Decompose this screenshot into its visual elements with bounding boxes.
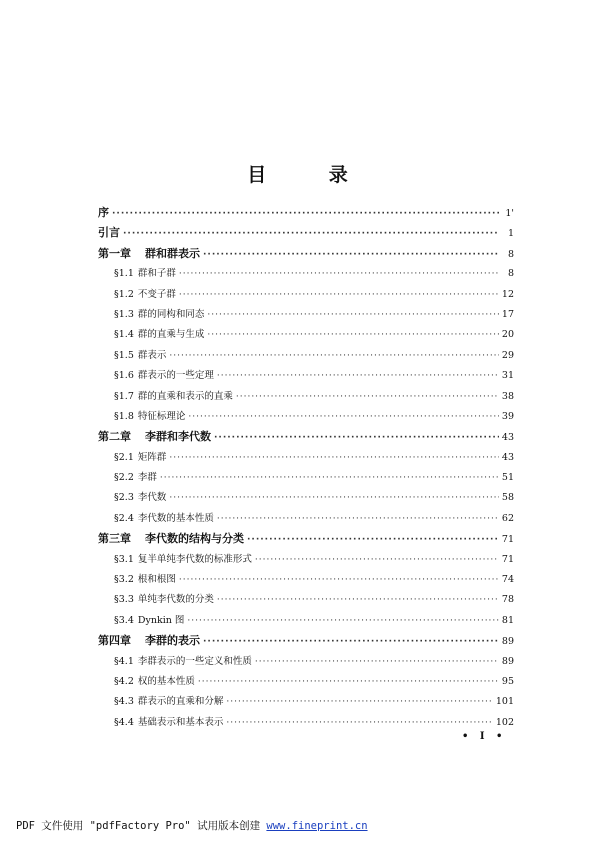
- toc-leader-dots: [247, 535, 499, 545]
- toc-entry-page: 89: [501, 655, 514, 667]
- toc-entry-title: 群和群表示: [145, 246, 200, 260]
- toc-leader-dots: [217, 595, 499, 605]
- toc-leader-dots: [198, 677, 499, 687]
- toc-entry-page: 12: [501, 288, 514, 300]
- toc-entry-page: 1': [505, 208, 514, 219]
- toc-entry-title: 特征标理论: [137, 410, 186, 422]
- toc-chapter-row[interactable]: [98, 428, 514, 448]
- toc-leader-dots: [179, 269, 499, 279]
- toc-chapter-row[interactable]: [98, 245, 514, 265]
- toc-section-row[interactable]: [98, 673, 514, 693]
- toc-leader-dots: [226, 718, 492, 728]
- toc-entry-page: 43: [501, 432, 514, 444]
- toc-entry-title: 李群表示的一些定义和性质: [137, 655, 252, 667]
- toc-entry-title: 不变子群: [137, 288, 176, 300]
- toc-entry-title: 群的直乘和表示的直乘: [137, 390, 233, 402]
- toc-leader-dots: [236, 392, 499, 402]
- toc-entry-title: 李代数的结构与分类: [145, 532, 244, 546]
- toc-entry-title: 序: [98, 206, 109, 219]
- toc-entry-title: 群表示的直乘和分解: [137, 696, 224, 708]
- toc-entry-title: 李代数的基本性质: [137, 512, 214, 524]
- toc-entry-page: 17: [501, 308, 514, 320]
- toc-entry-number: §2.3: [114, 492, 134, 504]
- toc-entry-number: §3.4: [114, 614, 134, 626]
- toc-entry-title: 群和子群: [137, 268, 176, 280]
- toc-entry-number: §3.1: [114, 553, 134, 565]
- toc-entry-title: 复半单纯李代数的标准形式: [137, 553, 252, 565]
- toc-entry-title: 李群和李代数: [145, 430, 211, 444]
- toc-entry-title: 李群: [137, 472, 157, 484]
- toc-section-row[interactable]: [98, 306, 514, 326]
- toc-section-row[interactable]: [98, 489, 514, 509]
- toc-section-row[interactable]: [98, 551, 514, 571]
- toc-section-row[interactable]: [98, 510, 514, 530]
- toc-leader-dots: [203, 637, 499, 647]
- toc-entry-page: 39: [501, 410, 514, 422]
- toc-entry-number: §1.5: [114, 349, 134, 361]
- toc-entry-number: §4.3: [114, 696, 134, 708]
- toc-entry-title: 群的同构和同态: [137, 308, 205, 320]
- toc-section-row[interactable]: [98, 612, 514, 632]
- table-of-contents: [98, 204, 514, 734]
- toc-leader-dots: [214, 433, 499, 443]
- toc-section-row[interactable]: [98, 714, 514, 734]
- toc-leader-dots: [112, 209, 499, 219]
- toc-entry-number: §4.2: [114, 675, 134, 687]
- toc-entry-page: 74: [501, 574, 514, 586]
- toc-entry-number: §1.8: [114, 410, 134, 422]
- toc-entry-page: 78: [501, 594, 514, 606]
- toc-entry-page: 51: [501, 472, 514, 484]
- toc-leader-dots: [187, 616, 499, 626]
- toc-entry-page: 20: [501, 329, 514, 341]
- toc-entry-title: 基础表示和基本表示: [137, 716, 224, 728]
- toc-entry-page: 101: [495, 696, 514, 708]
- toc-entry-number: §3.2: [114, 574, 134, 586]
- toc-section-row[interactable]: [98, 469, 514, 489]
- toc-entry-page: 62: [501, 512, 514, 524]
- toc-entry-page: 81: [501, 614, 514, 626]
- toc-leader-dots: [123, 229, 499, 239]
- toc-leader-dots: [217, 514, 499, 524]
- footer-text: PDF 文件使用 "pdfFactory Pro" 试用版本创建: [16, 820, 267, 832]
- toc-leader-dots: [207, 330, 499, 340]
- toc-chapter-row[interactable]: [98, 632, 514, 652]
- toc-entry-number: §1.6: [114, 370, 134, 382]
- toc-chapter-row[interactable]: [98, 224, 514, 244]
- toc-leader-dots: [179, 290, 499, 300]
- toc-entry-number: §1.1: [114, 268, 134, 280]
- toc-section-row[interactable]: [98, 347, 514, 367]
- toc-entry-title: 权的基本性质: [137, 675, 195, 687]
- toc-leader-dots: [169, 453, 499, 463]
- page-number-mark: • I •: [462, 731, 507, 742]
- toc-entry-page: 95: [501, 675, 514, 687]
- toc-entry-number: §4.1: [114, 655, 134, 667]
- toc-chapter-row[interactable]: [98, 530, 514, 550]
- toc-entry-number: 第二章: [98, 430, 131, 444]
- toc-entry-number: 第一章: [98, 246, 131, 260]
- toc-entry-page: 43: [501, 451, 514, 463]
- toc-entry-title: 根和根图: [137, 574, 176, 586]
- toc-entry-number: §1.7: [114, 390, 134, 402]
- toc-section-row[interactable]: [98, 571, 514, 591]
- toc-leader-dots: [217, 371, 499, 381]
- toc-section-row[interactable]: [98, 591, 514, 611]
- toc-entry-page: 31: [501, 370, 514, 382]
- toc-entry-number: 第三章: [98, 532, 131, 546]
- toc-leader-dots: [169, 351, 499, 361]
- toc-entry-page: 58: [501, 492, 514, 504]
- pdf-footer: [16, 818, 368, 833]
- toc-section-row[interactable]: [98, 326, 514, 346]
- toc-entry-number: §4.4: [114, 716, 134, 728]
- toc-chapter-row[interactable]: [98, 204, 514, 224]
- toc-entry-number: §1.4: [114, 329, 134, 341]
- toc-leader-dots: [207, 310, 499, 320]
- toc-entry-title: 群表示: [137, 349, 167, 361]
- toc-section-row[interactable]: [98, 653, 514, 673]
- toc-section-row[interactable]: [98, 408, 514, 428]
- toc-entry-number: §1.3: [114, 308, 134, 320]
- toc-leader-dots: [255, 657, 499, 667]
- toc-entry-number: §2.4: [114, 512, 134, 524]
- toc-entry-title: 李代数: [137, 492, 167, 504]
- toc-entry-page: 1: [507, 228, 514, 240]
- toc-entry-title: 矩阵群: [137, 451, 167, 463]
- toc-entry-page: 89: [501, 636, 514, 648]
- toc-entry-title: 李群的表示: [145, 634, 200, 648]
- toc-entry-page: 8: [507, 248, 514, 260]
- page-title: 目 录: [247, 164, 376, 186]
- footer-link[interactable]: www.fineprint.cn: [266, 820, 368, 832]
- toc-entry-title: 群的直乘与生成: [137, 329, 205, 341]
- toc-leader-dots: [179, 575, 499, 585]
- toc-leader-dots: [203, 250, 499, 260]
- toc-leader-dots: [226, 697, 492, 707]
- toc-entry-page: 102: [495, 716, 514, 728]
- toc-section-row[interactable]: [98, 265, 514, 285]
- toc-entry-page: 29: [501, 349, 514, 361]
- toc-section-row[interactable]: [98, 286, 514, 306]
- toc-leader-dots: [160, 473, 499, 483]
- toc-section-row[interactable]: [98, 693, 514, 713]
- toc-entry-title: 单纯李代数的分类: [137, 594, 214, 606]
- toc-entry-number: 第四章: [98, 634, 131, 648]
- toc-leader-dots: [188, 412, 499, 422]
- toc-entry-page: 71: [501, 553, 514, 565]
- toc-section-row[interactable]: [98, 388, 514, 408]
- toc-entry-title: 引言: [98, 226, 120, 240]
- toc-entry-number: §2.1: [114, 451, 134, 463]
- toc-section-row[interactable]: [98, 449, 514, 469]
- toc-entry-title: 群表示的一些定理: [137, 370, 214, 382]
- toc-entry-page: 8: [507, 268, 514, 280]
- toc-entry-title: Dynkin 图: [137, 614, 185, 626]
- toc-entry-number: §2.2: [114, 472, 134, 484]
- toc-entry-page: 38: [501, 390, 514, 402]
- toc-entry-number: §3.3: [114, 594, 134, 606]
- toc-entry-number: §1.2: [114, 288, 134, 300]
- toc-section-row[interactable]: [98, 367, 514, 387]
- toc-entry-page: 71: [501, 534, 514, 546]
- toc-leader-dots: [255, 555, 499, 565]
- toc-leader-dots: [169, 493, 499, 503]
